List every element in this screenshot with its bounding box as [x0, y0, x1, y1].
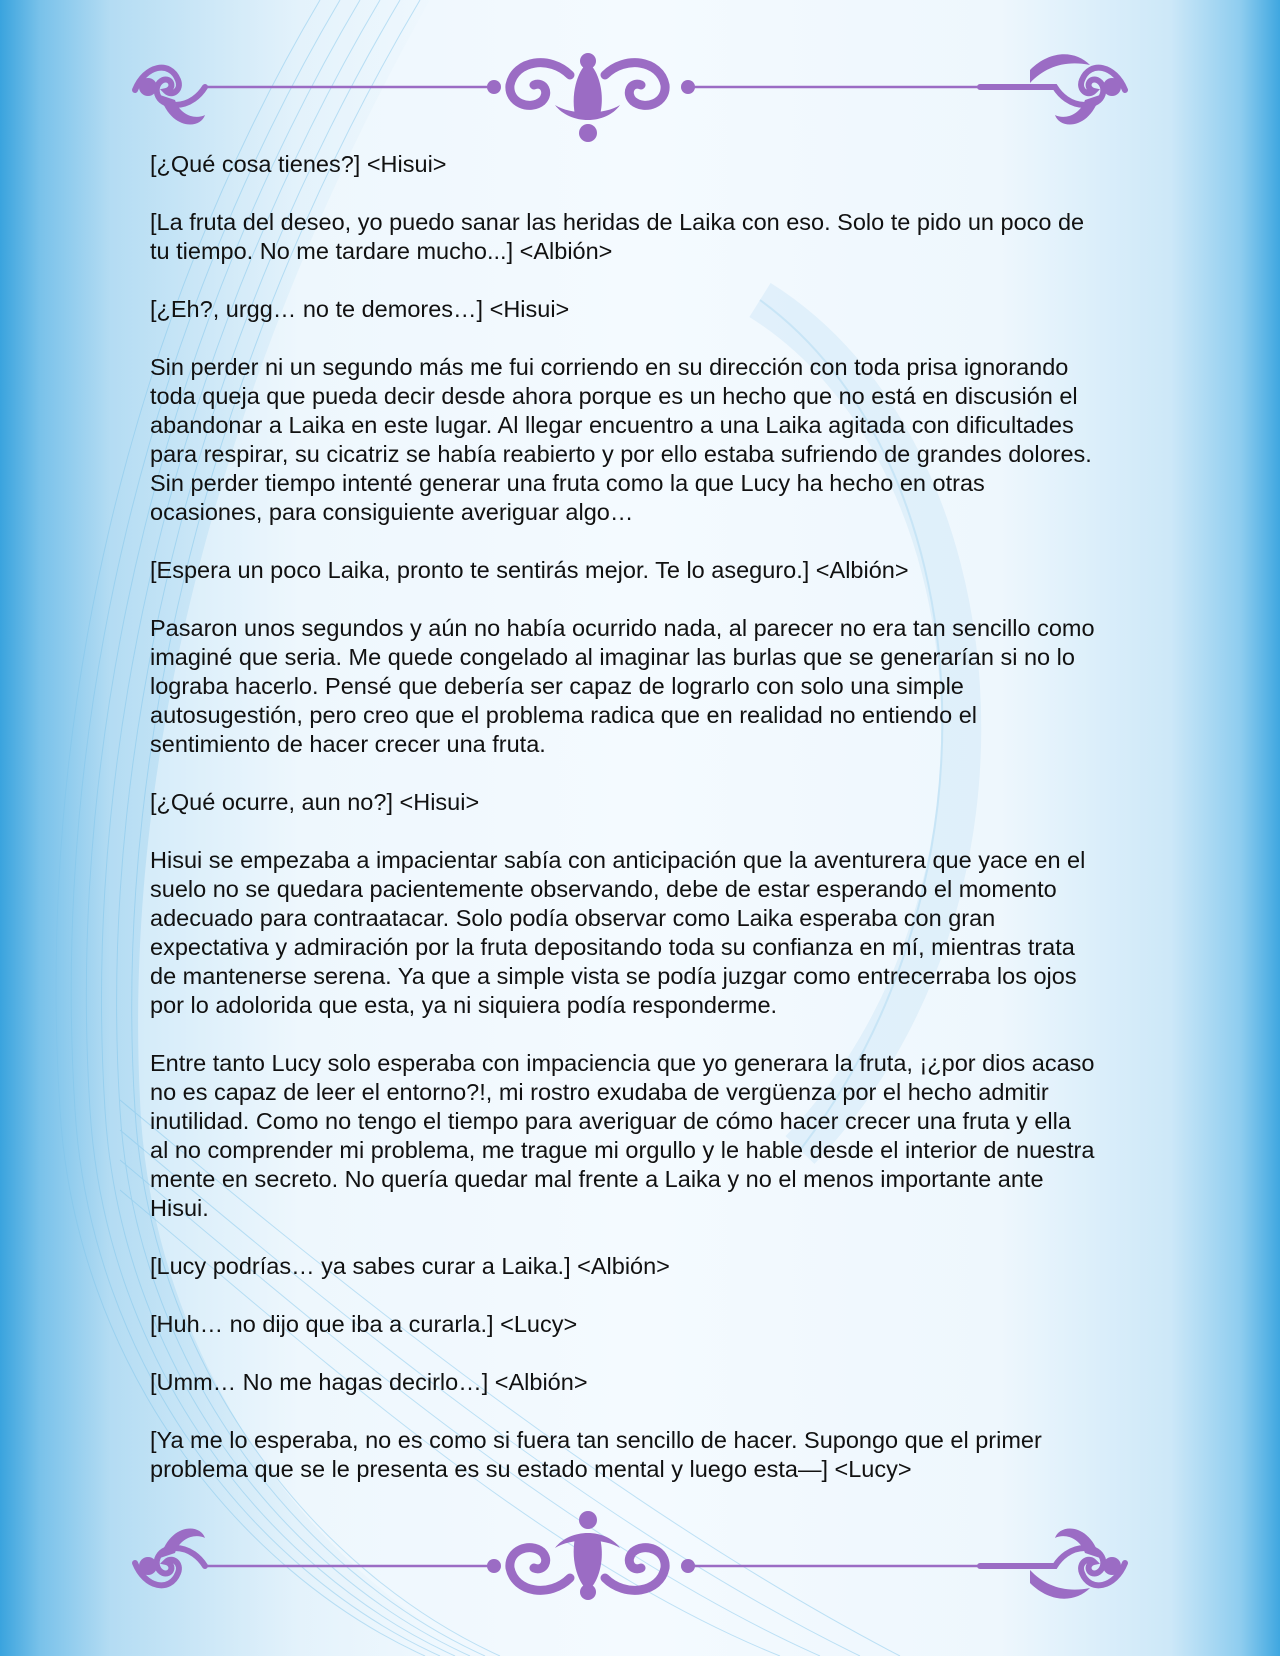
story-text	[150, 150, 1095, 1513]
paragraph: [Ya me lo esperaba, no es como si fuera tan sencillo de hacer. Supongo que el primer problema que se le presenta es su estado mental y luego esta—] <Lucy>	[150, 1427, 1042, 1482]
top-ornament	[130, 45, 1130, 145]
paragraph: [¿Eh?, urgg… no te demores…] <Hisui>	[150, 296, 570, 322]
paragraph: Hisui se empezaba a impacientar sabía con anticipación que la aventurera que yace en el suelo no se quedara pacientemente observando, debe de estar esperando el momento adecuado para contraatacar. Solo podía observar como Laika esperaba con gran expectativa y admiración por la fruta depositando toda su confianza en mí, mientras trata de mantenerse serena. Ya que a simple vista se podía juzgar como entrecerraba los ojos por lo adolorida que esta, ya ni siquiera podía responderme.	[150, 847, 1086, 1018]
paragraph: [Huh… no dijo que iba a curarla.] <Lucy>	[150, 1311, 578, 1337]
paragraph: [Umm… No me hagas decirlo…] <Albión>	[150, 1369, 588, 1395]
paragraph: [Lucy podrías… ya sabes curar a Laika.] <Albión>	[150, 1253, 670, 1279]
paragraph: [La fruta del deseo, yo puedo sanar las heridas de Laika con eso. Solo te pido un poco de tu tiempo. No me tardare mucho...] <Albión>	[150, 209, 1085, 264]
paragraph: [¿Qué ocurre, aun no?] <Hisui>	[150, 789, 480, 815]
paragraph: [Espera un poco Laika, pronto te sentirás mejor. Te lo aseguro.] <Albión>	[150, 557, 909, 583]
paragraph: [¿Qué cosa tienes?] <Hisui>	[150, 151, 447, 177]
paragraph: Entre tanto Lucy solo esperaba con impaciencia que yo generara la fruta, ¡¿por dios acaso no es capaz de leer el entorno?!, mi rostro exudaba de vergüenza por el hecho admitir inutilidad. Como no tengo el tiempo para averiguar de cómo hacer crecer una fruta y ella al no comprender mi problema, me trague mi orgullo y le hable desde el interior de nuestra mente en secreto. No quería quedar mal frente a Laika y no el menos importante ante Hisui.	[150, 1050, 1095, 1221]
paragraph: Sin perder ni un segundo más me fui corriendo en su dirección con toda prisa ignorando toda queja que pueda decir desde ahora porque es un hecho que no está en discusión el abandonar a Laika en este lugar. Al llegar encuentro a una Laika agitada con dificultades para respirar, su cicatriz se había reabierto y por ello estaba sufriendo de grandes dolores. Sin perder tiempo intenté generar una fruta como la que Lucy ha hecho en otras ocasiones, para consiguiente averiguar algo…	[150, 354, 1092, 525]
paragraph: Pasaron unos segundos y aún no había ocurrido nada, al parecer no era tan sencillo como imaginé que seria. Me quede congelado al imaginar las burlas que se generarían si no lo lograba hacerlo. Pensé que debería ser capaz de lograrlo con solo una simple autosugestión, pero creo que el problema radica que en realidad no entiendo el sentimiento de hacer crecer una fruta.	[150, 615, 1095, 757]
bottom-ornament	[130, 1508, 1130, 1608]
